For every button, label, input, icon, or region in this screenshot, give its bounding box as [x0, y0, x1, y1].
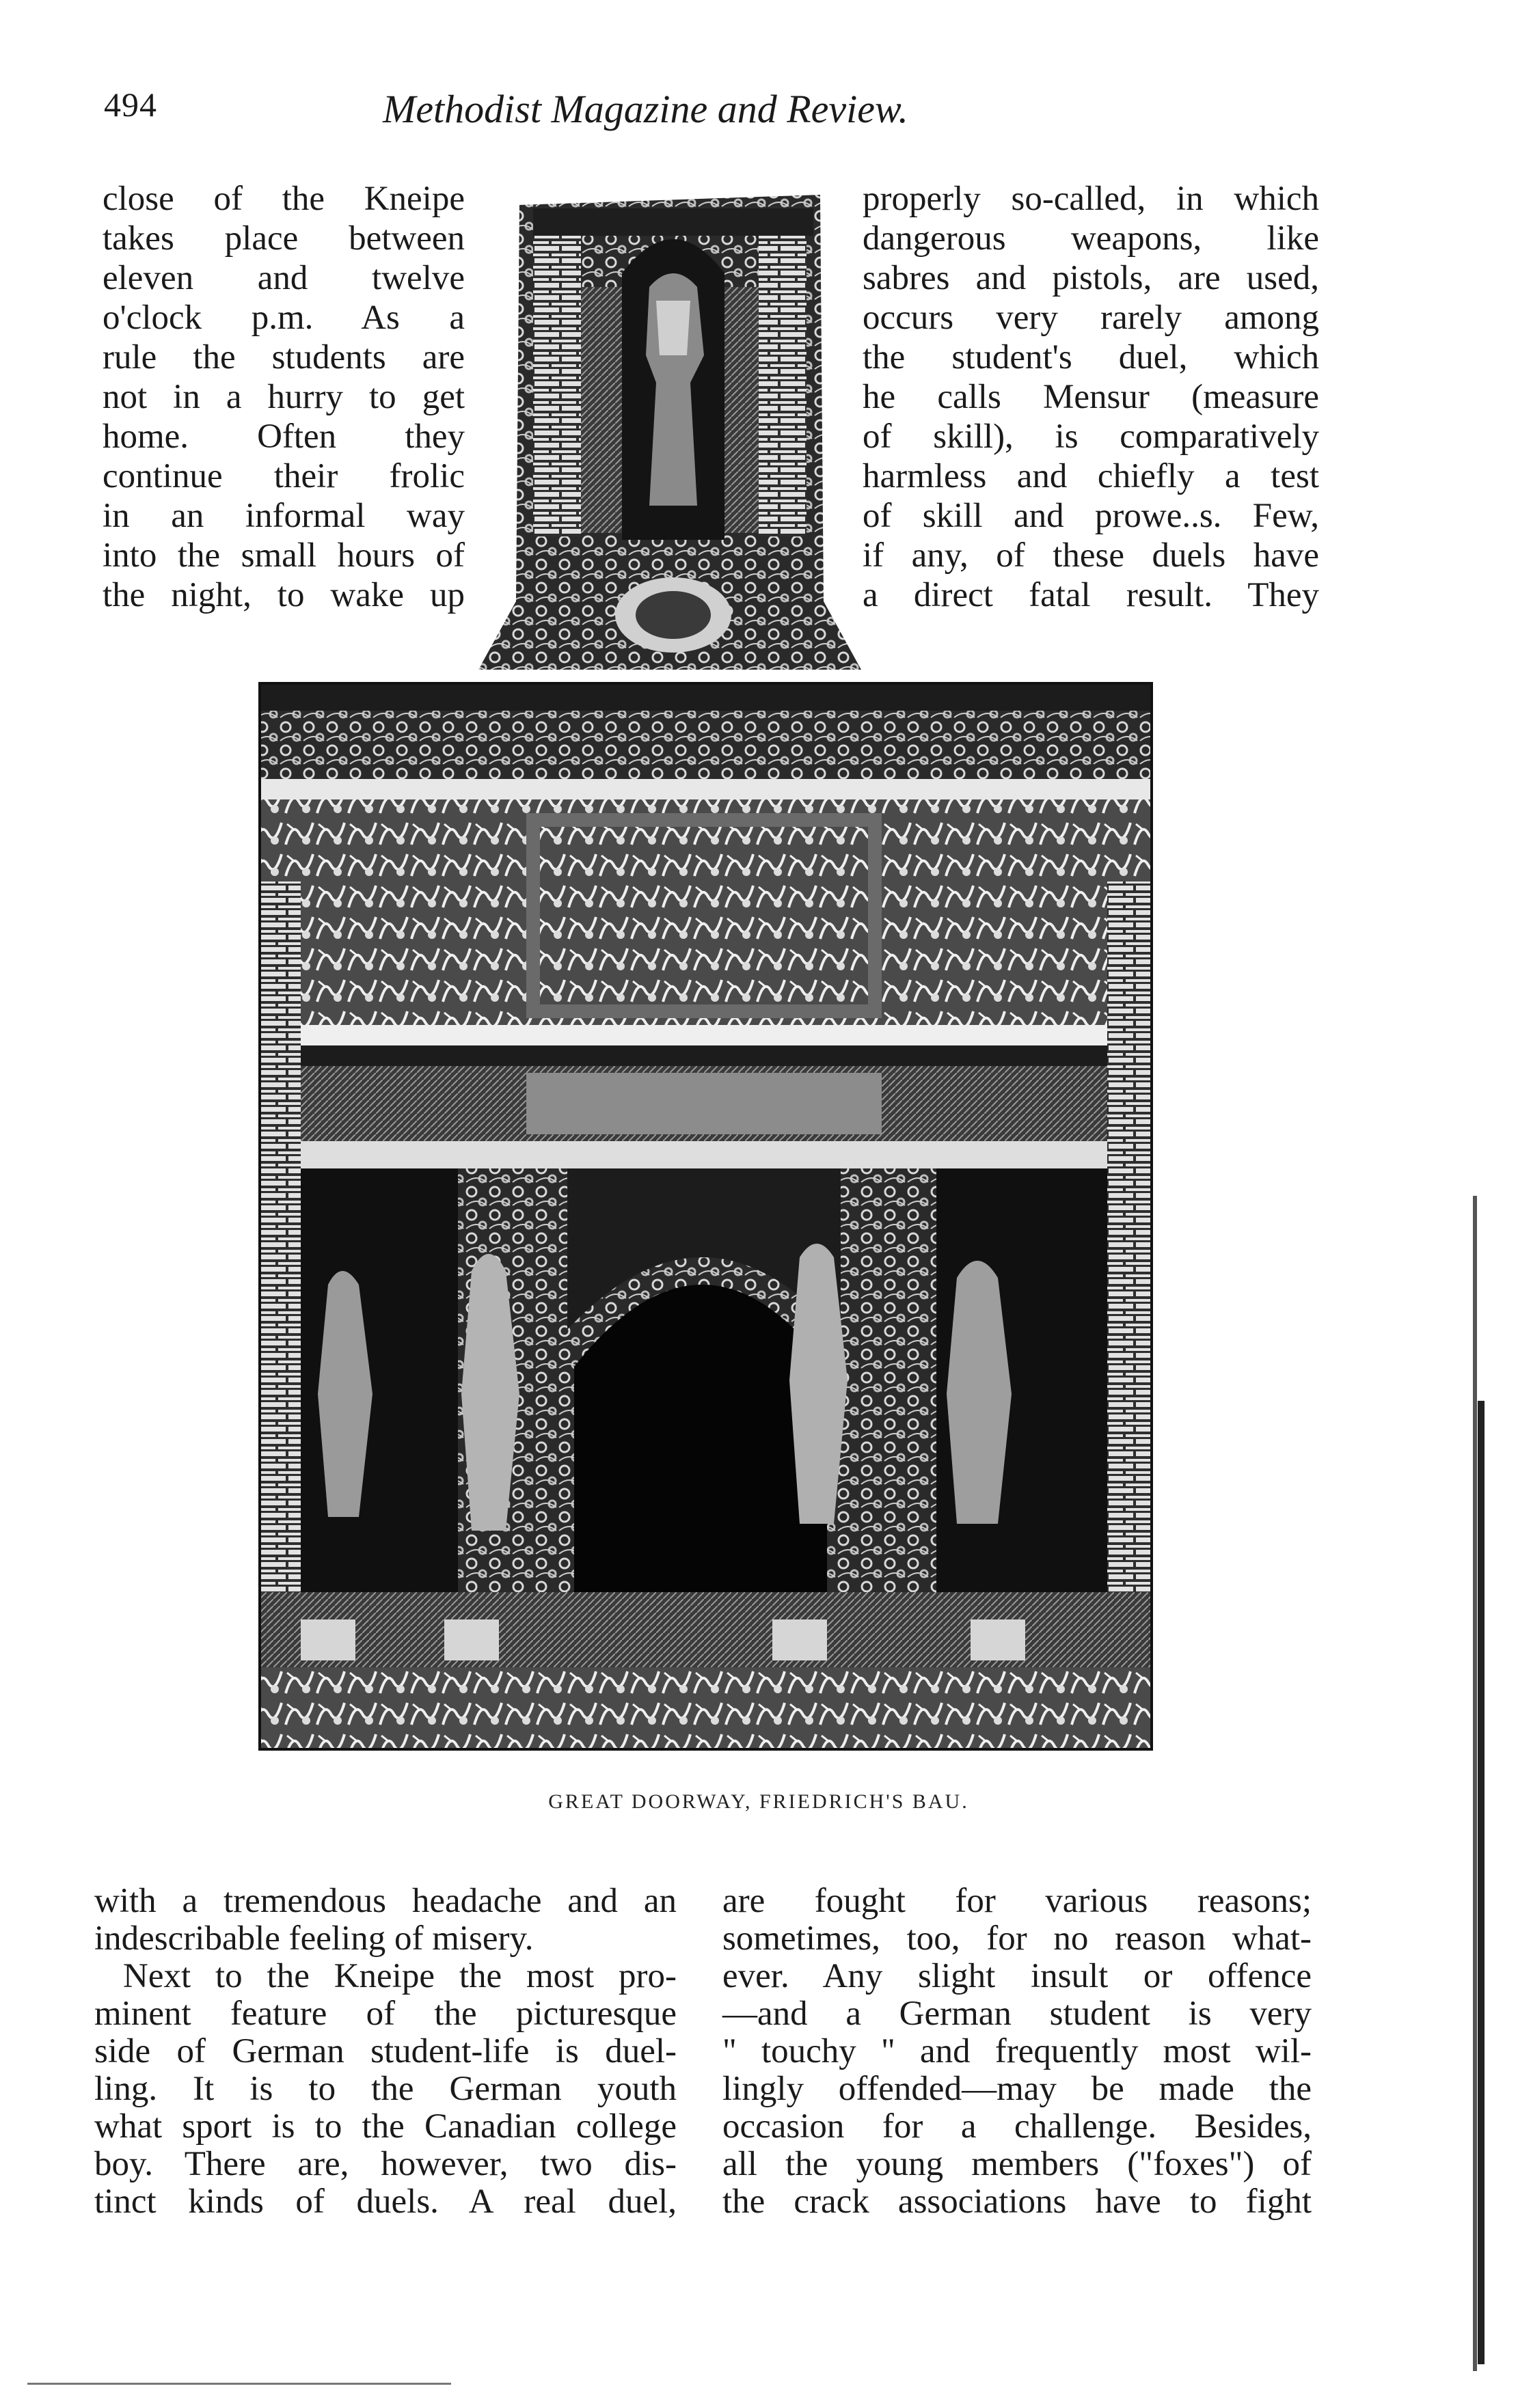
doorway-facade — [260, 683, 1152, 1749]
text-line: of skill and prowe..s. Few, — [863, 497, 1319, 535]
text-line: eleven and twelve — [103, 259, 465, 297]
text-line: tinct kinds of duels. A real duel, — [94, 2183, 677, 2221]
text-column-bottom-right — [722, 1883, 1312, 2221]
text-line: sabres and pistols, are used, — [863, 259, 1319, 297]
text-column-bottom-left — [94, 1883, 677, 2221]
text-line: properly so-called, in which — [863, 180, 1319, 218]
text-line: into the small hours of — [103, 536, 465, 575]
running-head: Methodist Magazine and Review. — [383, 87, 908, 131]
text-line: the student's duel, which — [863, 338, 1319, 377]
text-line: occasion for a challenge. Besides, — [722, 2107, 1312, 2146]
text-line: are fought for various reasons; — [722, 1882, 1312, 1920]
text-line: " touchy " and frequently most wil- — [722, 2032, 1312, 2070]
scan-edge-line — [1473, 1196, 1477, 2371]
text-line: occurs very rarely among — [863, 299, 1319, 337]
text-line: harmless and chiefly a test — [863, 457, 1319, 495]
text-line: the night, to wake up — [103, 576, 465, 614]
text-line: not in a hurry to get — [103, 378, 465, 416]
scan-footer-rule — [27, 2383, 451, 2385]
text-line: o'clock p.m. As a — [103, 299, 465, 337]
text-line: dangerous weapons, like — [863, 219, 1319, 258]
text-line: indescribable feeling of misery. — [94, 1919, 534, 1958]
text-line: minent feature of the picturesque — [94, 1995, 677, 2033]
text-line: takes place between — [103, 219, 465, 258]
text-line: all the young members ("foxes") of — [722, 2145, 1312, 2183]
text-line: continue their frolic — [103, 457, 465, 495]
text-line: what sport is to the Canadian college — [94, 2107, 677, 2146]
text-line: rule the students are — [103, 338, 465, 377]
text-line: a direct fatal result. They — [863, 576, 1319, 614]
text-line: he calls Mensur (measure — [863, 378, 1319, 416]
text-line: sometimes, too, for no reason what- — [722, 1919, 1312, 1958]
scan-edge-line — [1478, 1401, 1485, 2364]
text-line: lingly offended—may be made the — [722, 2070, 1312, 2108]
text-line: Next to the Kneipe the most pro- — [123, 1957, 677, 1995]
figure-caption: GREAT DOORWAY, FRIEDRICH'S BAU. — [548, 1790, 969, 1813]
text-line: —and a German student is very — [722, 1995, 1312, 2033]
text-line: close of the Kneipe — [103, 180, 465, 218]
text-line: if any, of these duels have — [863, 536, 1319, 575]
text-line: ever. Any slight insult or offence — [722, 1957, 1312, 1995]
tower-niche — [478, 195, 861, 670]
text-line: ling. It is to the German youth — [94, 2070, 677, 2108]
text-line: with a tremendous headache and an — [94, 1882, 677, 1920]
text-line: boy. There are, however, two dis- — [94, 2145, 677, 2183]
text-line: of skill), is comparatively — [863, 418, 1319, 456]
text-line: the crack associations have to fight — [722, 2183, 1312, 2221]
text-line: in an informal way — [103, 497, 465, 535]
text-line: side of German student-life is duel- — [94, 2032, 677, 2070]
page-number: 494 — [104, 85, 157, 124]
text-line: home. Often they — [103, 418, 465, 456]
